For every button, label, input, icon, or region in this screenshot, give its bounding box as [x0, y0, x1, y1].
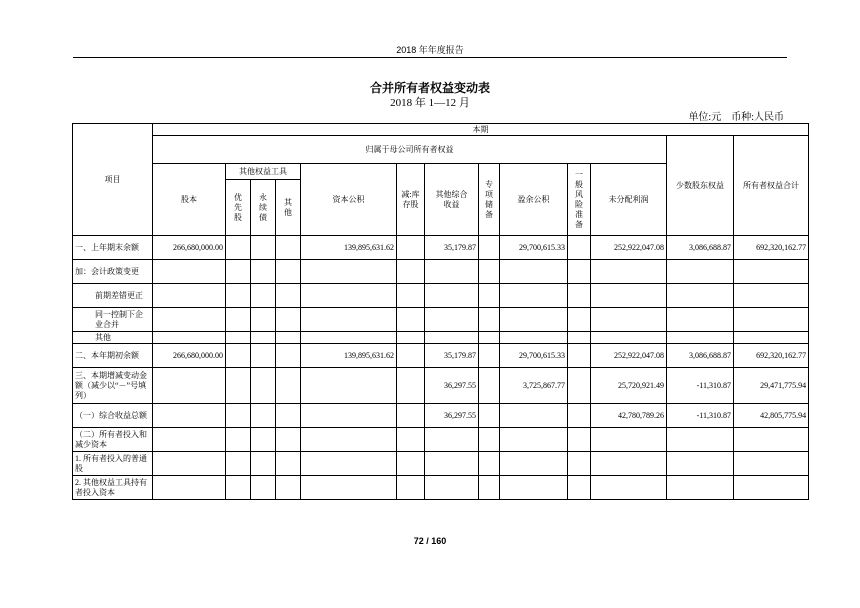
cell-total [734, 476, 809, 500]
cell-undistributed: 252,922,047.08 [591, 344, 667, 368]
cell-minority [667, 476, 734, 500]
cell-minority [667, 452, 734, 476]
cell-surplus-reserve [500, 332, 568, 344]
col-header-undistributed: 未分配利润 [591, 164, 667, 236]
cell-preferred [226, 404, 251, 428]
cell-undistributed: 42,780,789.26 [591, 404, 667, 428]
cell-surplus-reserve: 29,700,615.33 [500, 344, 568, 368]
cell-undistributed [591, 308, 667, 332]
cell-total [734, 260, 809, 284]
cell-total [734, 308, 809, 332]
equity-change-table [72, 123, 809, 500]
cell-preferred [226, 308, 251, 332]
cell-special-reserve [479, 452, 500, 476]
cell-general-risk [568, 452, 591, 476]
cell-other-tool [276, 344, 301, 368]
cell-surplus-reserve [500, 404, 568, 428]
cell-minority [667, 284, 734, 308]
table-row [73, 236, 809, 260]
cell-treasury [397, 344, 425, 368]
cell-total [734, 428, 809, 452]
cell-perpetual [251, 260, 276, 284]
row-label [73, 332, 153, 344]
col-header-current-period: 本期 [153, 124, 809, 136]
cell-special-reserve [479, 308, 500, 332]
cell-special-reserve [479, 284, 500, 308]
cell-general-risk [568, 284, 591, 308]
row-label: 1. 所有者投入的普通股 [73, 452, 153, 476]
cell-general-risk [568, 308, 591, 332]
table-row [73, 428, 809, 452]
cell-special-reserve [479, 368, 500, 404]
cell-capital-reserve [301, 260, 397, 284]
table-row [73, 260, 809, 284]
cell-oci: 36,297.55 [425, 368, 479, 404]
cell-general-risk [568, 332, 591, 344]
cell-perpetual [251, 452, 276, 476]
col-header-surplus-reserve: 盈余公积 [500, 164, 568, 236]
cell-capital-reserve [301, 452, 397, 476]
cell-perpetual [251, 368, 276, 404]
cell-general-risk [568, 404, 591, 428]
cell-total [734, 284, 809, 308]
cell-capital-reserve [301, 284, 397, 308]
cell-share-capital [153, 260, 226, 284]
statement-period: 2018 年 1—12 月 [390, 97, 470, 109]
cell-minority [667, 332, 734, 344]
row-label [73, 284, 153, 308]
col-header-preferred: 优先股 [226, 180, 251, 236]
col-header-capital-reserve: 资本公积 [301, 164, 397, 236]
cell-undistributed: 252,922,047.08 [591, 236, 667, 260]
row-label-text: 其他 [95, 332, 111, 342]
col-header-treasury: 减:库存股 [397, 164, 425, 236]
cell-general-risk [568, 476, 591, 500]
cell-general-risk [568, 428, 591, 452]
row-label: 2. 其他权益工具持有者投入资本 [73, 476, 153, 500]
cell-treasury [397, 428, 425, 452]
cell-perpetual [251, 308, 276, 332]
statement-title: 合并所有者权益变动表 [369, 81, 490, 95]
cell-share-capital [153, 452, 226, 476]
cell-capital-reserve [301, 308, 397, 332]
cell-oci [425, 260, 479, 284]
cell-treasury [397, 284, 425, 308]
cell-undistributed: 25,720,921.49 [591, 368, 667, 404]
col-header-item: 项目 [73, 124, 153, 236]
cell-other-tool [276, 332, 301, 344]
col-header-total: 所有者权益合计 [734, 136, 809, 236]
cell-surplus-reserve [500, 428, 568, 452]
cell-treasury [397, 452, 425, 476]
cell-total: 692,320,162.77 [734, 236, 809, 260]
cell-perpetual [251, 476, 276, 500]
cell-oci [425, 476, 479, 500]
row-label: 三、本期增减变动金额（减少以“－”号填列） [73, 368, 153, 404]
cell-undistributed [591, 332, 667, 344]
cell-minority [667, 308, 734, 332]
cell-share-capital: 266,680,000.00 [153, 344, 226, 368]
cell-capital-reserve: 139,895,631.62 [301, 344, 397, 368]
cell-other-tool [276, 260, 301, 284]
cell-oci [425, 428, 479, 452]
cell-minority: -11,310.87 [667, 368, 734, 404]
cell-minority: 3,086,688.87 [667, 236, 734, 260]
cell-treasury [397, 404, 425, 428]
cell-share-capital [153, 284, 226, 308]
col-header-parent-equity: 归属于母公司所有者权益 [153, 136, 667, 164]
cell-share-capital [153, 476, 226, 500]
cell-preferred [226, 284, 251, 308]
cell-other-tool [276, 452, 301, 476]
row-label: 二、本年期初余额 [73, 344, 153, 368]
cell-special-reserve [479, 344, 500, 368]
cell-treasury [397, 476, 425, 500]
cell-treasury [397, 332, 425, 344]
cell-other-tool [276, 404, 301, 428]
cell-oci [425, 332, 479, 344]
cell-preferred [226, 332, 251, 344]
cell-oci: 35,179.87 [425, 344, 479, 368]
cell-general-risk [568, 368, 591, 404]
cell-perpetual [251, 344, 276, 368]
cell-capital-reserve: 139,895,631.62 [301, 236, 397, 260]
cell-share-capital [153, 404, 226, 428]
cell-perpetual [251, 404, 276, 428]
cell-oci: 35,179.87 [425, 236, 479, 260]
table-row [73, 368, 809, 404]
table-row [73, 476, 809, 500]
cell-preferred [226, 428, 251, 452]
cell-total [734, 452, 809, 476]
col-header-other-tool: 其他 [276, 180, 301, 236]
cell-total [734, 332, 809, 344]
cell-capital-reserve [301, 368, 397, 404]
col-header-general-risk: 一般风险准备 [568, 164, 591, 236]
cell-share-capital [153, 368, 226, 404]
cell-total: 42,805,775.94 [734, 404, 809, 428]
cell-general-risk [568, 236, 591, 260]
cell-surplus-reserve: 29,700,615.33 [500, 236, 568, 260]
col-header-share-capital: 股本 [153, 164, 226, 236]
cell-other-tool [276, 428, 301, 452]
cell-undistributed [591, 428, 667, 452]
row-label: （二）所有者投入和减少资本 [73, 428, 153, 452]
row-label: 加：会计政策变更 [73, 260, 153, 284]
cell-treasury [397, 308, 425, 332]
cell-special-reserve [479, 236, 500, 260]
cell-minority [667, 260, 734, 284]
cell-capital-reserve [301, 404, 397, 428]
cell-surplus-reserve [500, 452, 568, 476]
table-row [73, 284, 809, 308]
cell-share-capital [153, 332, 226, 344]
cell-oci [425, 452, 479, 476]
cell-oci [425, 284, 479, 308]
cell-preferred [226, 260, 251, 284]
cell-surplus-reserve: 3,725,867.77 [500, 368, 568, 404]
row-label: 一、上年期末余额 [73, 236, 153, 260]
cell-share-capital [153, 308, 226, 332]
cell-other-tool [276, 236, 301, 260]
cell-surplus-reserve [500, 308, 568, 332]
cell-other-tool [276, 476, 301, 500]
col-header-minority: 少数股东权益 [667, 136, 734, 236]
cell-other-tool [276, 368, 301, 404]
cell-perpetual [251, 332, 276, 344]
cell-preferred [226, 344, 251, 368]
cell-perpetual [251, 428, 276, 452]
cell-capital-reserve [301, 428, 397, 452]
row-label-text: 前期差错更正 [95, 290, 143, 300]
cell-surplus-reserve [500, 476, 568, 500]
cell-share-capital: 266,680,000.00 [153, 236, 226, 260]
cell-special-reserve [479, 404, 500, 428]
col-header-perpetual: 永续债 [251, 180, 276, 236]
table-row [73, 452, 809, 476]
cell-share-capital [153, 428, 226, 452]
cell-perpetual [251, 284, 276, 308]
cell-undistributed [591, 476, 667, 500]
row-label-text: 同一控制下企业合并 [95, 309, 143, 329]
cell-general-risk [568, 260, 591, 284]
cell-capital-reserve [301, 332, 397, 344]
cell-undistributed [591, 284, 667, 308]
row-label [73, 308, 153, 332]
cell-other-tool [276, 308, 301, 332]
table-row [73, 404, 809, 428]
table-row [73, 332, 809, 344]
cell-undistributed [591, 452, 667, 476]
cell-other-tool [276, 284, 301, 308]
cell-surplus-reserve [500, 284, 568, 308]
cell-special-reserve [479, 332, 500, 344]
cell-general-risk [568, 344, 591, 368]
cell-special-reserve [479, 260, 500, 284]
page-header: 2018 年年度报告 [396, 45, 464, 55]
header-rule [73, 57, 787, 58]
page-number: 72 / 160 [413, 536, 447, 546]
cell-minority: 3,086,688.87 [667, 344, 734, 368]
cell-perpetual [251, 236, 276, 260]
cell-minority [667, 428, 734, 452]
cell-preferred [226, 452, 251, 476]
currency-unit: 单位:元 币种:人民币 [688, 112, 784, 123]
cell-capital-reserve [301, 476, 397, 500]
col-header-oci: 其他综合收益 [425, 164, 479, 236]
cell-total: 692,320,162.77 [734, 344, 809, 368]
cell-treasury [397, 236, 425, 260]
cell-special-reserve [479, 428, 500, 452]
col-header-special-reserve: 专项储备 [479, 164, 500, 236]
col-header-other-equity-tools: 其他权益工具 [226, 164, 301, 180]
cell-oci: 36,297.55 [425, 404, 479, 428]
cell-treasury [397, 368, 425, 404]
cell-oci [425, 308, 479, 332]
cell-preferred [226, 476, 251, 500]
cell-undistributed [591, 260, 667, 284]
cell-preferred [226, 236, 251, 260]
cell-preferred [226, 368, 251, 404]
row-label: （一）综合收益总额 [73, 404, 153, 428]
table-row [73, 344, 809, 368]
cell-special-reserve [479, 476, 500, 500]
cell-minority: -11,310.87 [667, 404, 734, 428]
cell-treasury [397, 260, 425, 284]
table-row [73, 308, 809, 332]
cell-total: 29,471,775.94 [734, 368, 809, 404]
cell-surplus-reserve [500, 260, 568, 284]
